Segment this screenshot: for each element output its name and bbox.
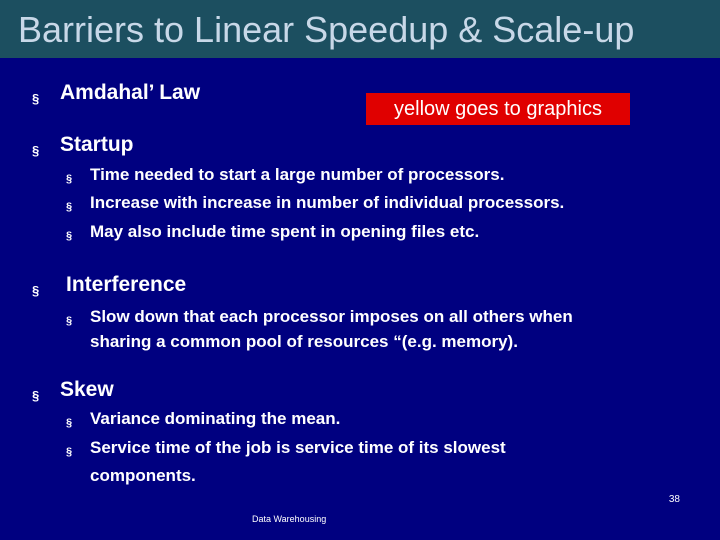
sub-bullet-text: May also include time spent in opening files etc. [90, 222, 480, 241]
sub-bullet-text: Service time of the job is service time of its slowest [90, 438, 506, 457]
bullet-marker-icon: § [66, 173, 73, 185]
page-number: 38 [668, 494, 680, 505]
bullet-label: Skew [60, 378, 114, 401]
bullet-marker-icon: § [66, 230, 73, 242]
title-bar [0, 0, 720, 58]
sub-bullet-text: components. [90, 466, 196, 485]
bullet-marker-icon: § [66, 315, 73, 327]
bullet-marker-icon: § [32, 283, 40, 298]
bullet-label: Startup [60, 133, 134, 156]
bullet-marker-icon: § [66, 446, 73, 458]
footer-text: Data Warehousing [252, 514, 327, 524]
sub-bullet-text: Variance dominating the mean. [90, 409, 341, 428]
bullet-marker-icon: § [66, 201, 73, 213]
sub-bullet-text: sharing a common pool of resources “(e.g. memory). [90, 332, 518, 351]
bullet-label: Amdahal’ Law [60, 81, 201, 104]
bullet-marker-icon: § [32, 91, 40, 106]
sub-bullet-text: Time needed to start a large number of processors. [90, 165, 505, 184]
sub-bullet-text: Slow down that each processor imposes on all others when [90, 307, 573, 326]
callout-note: yellow goes to graphics [366, 93, 630, 125]
bullet-label: Interference [66, 273, 187, 296]
bullet-marker-icon: § [32, 143, 40, 158]
slide-title: Barriers to Linear Speedup & Scale-up [18, 9, 635, 50]
bullet-marker-icon: § [32, 388, 40, 403]
bullet-marker-icon: § [66, 417, 73, 429]
sub-bullet-text: Increase with increase in number of individual processors. [90, 193, 565, 212]
